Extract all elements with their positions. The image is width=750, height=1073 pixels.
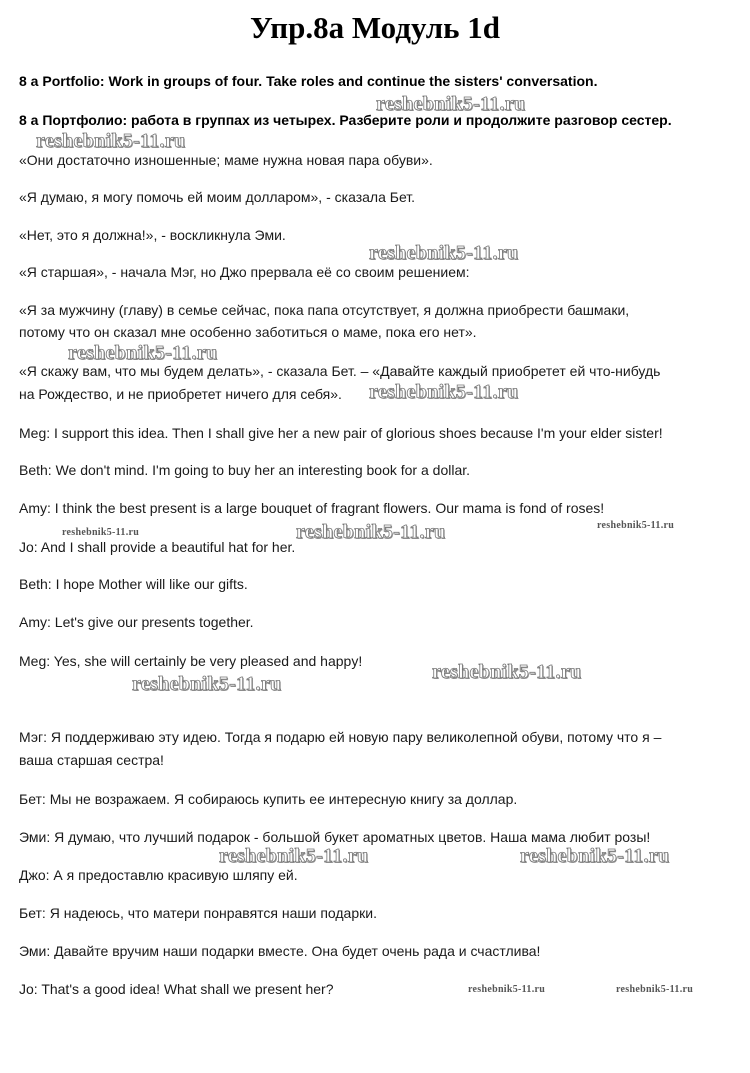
page-title: Упр.8a Модуль 1d xyxy=(250,10,500,45)
story-line: «Я за мужчину (главу) в семье сейчас, пока папа отсутствует, я должна приобрести башмаки, xyxy=(19,302,630,318)
translation-line-beth: Бет: Я надеюсь, что матери понравятся наши подарки. xyxy=(19,905,377,921)
watermark: reshebnik5-11.ru xyxy=(376,93,526,115)
watermark: reshebnik5-11.ru xyxy=(468,984,546,995)
dialogue-line-meg: Meg: Yes, she will certainly be very pleased and happy! xyxy=(19,653,363,669)
story-line: потому что он сказал мне особенно заботиться о маме, пока его нет». xyxy=(19,324,477,340)
dialogue-line-amy: Amy: Let's give our presents together. xyxy=(19,614,254,630)
story-line: «Я скажу вам, что мы будем делать», - сказала Бет. – «Давайте каждый приобретет ей что-нибудь xyxy=(19,363,661,379)
closing-line-jo: Jo: That's a good idea! What shall we present her? xyxy=(19,981,334,997)
watermark: reshebnik5-11.ru xyxy=(219,845,369,867)
watermark: reshebnik5-11.ru xyxy=(616,984,694,995)
translation-line-beth: Бет: Мы не возражаем. Я собираюсь купить ее интересную книгу за доллар. xyxy=(19,791,518,807)
story-line: «Я думаю, я могу помочь ей моим долларом», - сказала Бет. xyxy=(19,189,416,205)
dialogue-line-amy: Amy: I think the best present is a large bouquet of fragrant flowers. Our mama is fond of roses! xyxy=(19,500,605,516)
watermark: reshebnik5-11.ru xyxy=(296,521,446,543)
dialogue-line-beth: Beth: We don't mind. I'm going to buy her an interesting book for a dollar. xyxy=(19,462,471,478)
task-english: 8 a Portfolio: Work in groups of four. Take roles and continue the sisters' conversation. xyxy=(19,73,598,89)
story-line: на Рождество, и не приобретет ничего для себя». xyxy=(19,386,342,402)
dialogue-line-meg: Meg: I support this idea. Then I shall give her a new pair of glorious shoes because I'm your elder sister! xyxy=(19,425,663,441)
watermark: reshebnik5-11.ru xyxy=(597,520,675,531)
watermark: reshebnik5-11.ru xyxy=(369,242,519,264)
translation-line-amy: Эми: Давайте вручим наши подарки вместе. Она будет очень рада и счастлива! xyxy=(19,943,541,959)
watermark: reshebnik5-11.ru xyxy=(432,661,582,683)
watermark: reshebnik5-11.ru xyxy=(132,673,282,695)
translation-line-jo: Джо: А я предоставлю красивую шляпу ей. xyxy=(19,867,298,883)
dialogue-line-beth: Beth: I hope Mother will like our gifts. xyxy=(19,576,248,592)
watermark: reshebnik5-11.ru xyxy=(520,845,670,867)
watermark: reshebnik5-11.ru xyxy=(62,527,140,538)
translation-line-amy: Эми: Я думаю, что лучший подарок - большой букет ароматных цветов. Наша мама любит розы! xyxy=(19,829,651,845)
translation-line-meg: ваша старшая сестра! xyxy=(19,752,164,768)
task-russian: 8 а Портфолио: работа в группах из четырех. Разберите роли и продолжите разговор сестер. xyxy=(19,112,672,128)
translation-line-meg: Мэг: Я поддерживаю эту идею. Тогда я подарю ей новую пару великолепной обуви, потому что я – xyxy=(19,729,662,745)
story-line: «Они достаточно изношенные; маме нужна новая пара обуви». xyxy=(19,152,433,168)
story-line: «Я старшая», - начала Мэг, но Джо прервала её со своим решением: xyxy=(19,264,470,280)
dialogue-line-jo: Jo: And I shall provide a beautiful hat for her. xyxy=(19,539,296,555)
watermark: reshebnik5-11.ru xyxy=(369,381,519,403)
story-line: «Нет, это я должна!», - воскликнула Эми. xyxy=(19,227,286,243)
watermark: reshebnik5-11.ru xyxy=(68,342,218,364)
watermark: reshebnik5-11.ru xyxy=(36,130,186,152)
